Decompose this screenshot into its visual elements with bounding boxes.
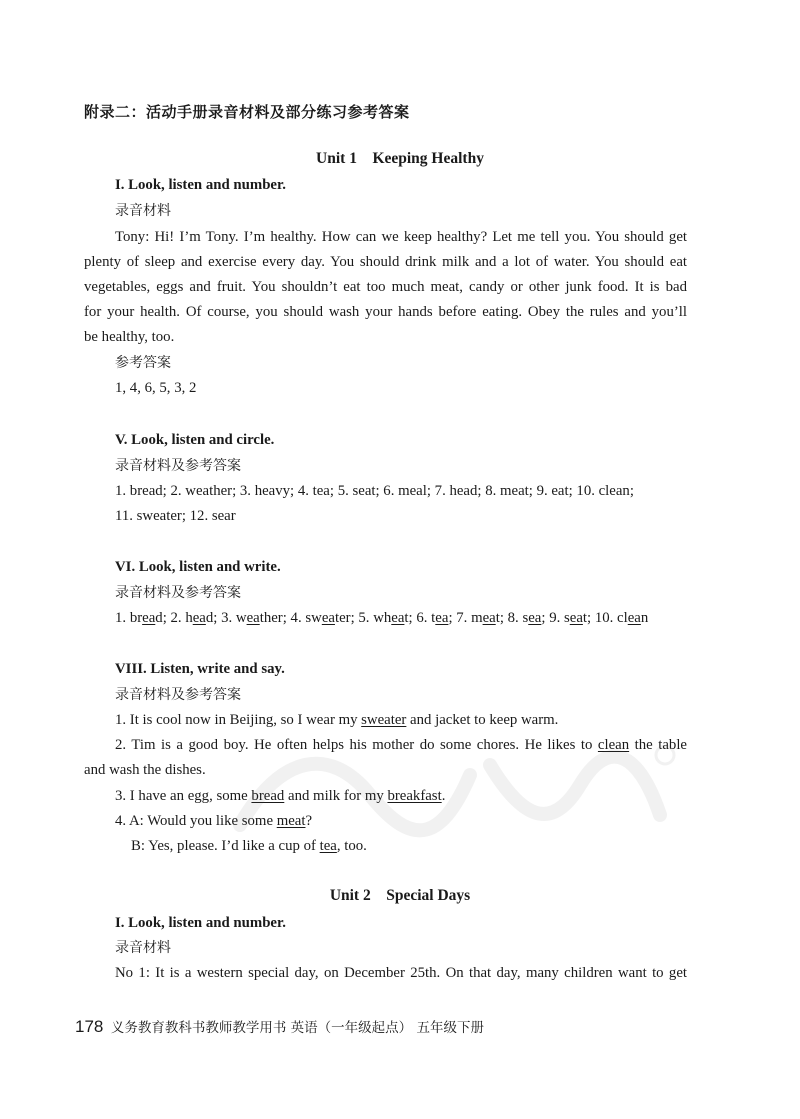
answer-item: 2. head bbox=[170, 610, 214, 626]
u1-s5-title: V. Look, listen and circle. bbox=[115, 432, 275, 448]
answer-item: 6. tea bbox=[416, 610, 449, 626]
answer-item: 4. sweater bbox=[290, 610, 351, 626]
answer-word: meat bbox=[276, 813, 306, 829]
answer-item: 10. clean bbox=[594, 610, 649, 626]
answer-item: 1. bread bbox=[115, 610, 163, 626]
u1-s5-answer-line: 1. bread; 2. weather; 3. heavy; 4. tea; 5. seat; 6. meal; 7. head; 8. meat; 9. eat; 10. clean; bbox=[115, 483, 634, 499]
u1-s8-line-1: 1. It is cool now in Beijing, so I wear my sweater and jacket to keep warm. bbox=[115, 712, 559, 728]
answer-letters: ea bbox=[192, 610, 206, 626]
answer-word: tea bbox=[319, 838, 337, 854]
answer-word: bread bbox=[251, 788, 285, 804]
u1-s1-title: I. Look, listen and number. bbox=[115, 177, 286, 193]
answer-letters: ea bbox=[569, 610, 583, 626]
page-footer bbox=[75, 1016, 484, 1037]
u1-s1-label: 录音材料 bbox=[115, 203, 171, 219]
u1-s8-line-5: B: Yes, please. I’d like a cup of tea, too. bbox=[131, 838, 367, 854]
answer-letters: ea bbox=[482, 610, 496, 626]
answer-letters: ea bbox=[246, 610, 260, 626]
unit1-title: Unit 1 Keeping Healthy bbox=[316, 150, 484, 167]
u1-s6-label: 录音材料及参考答案 bbox=[115, 585, 241, 601]
answer-letters: ea bbox=[627, 610, 641, 626]
answer-word: breakfast bbox=[387, 788, 442, 804]
page-number: 178 bbox=[75, 1017, 104, 1036]
u1-s1-text-line: be healthy, too. bbox=[84, 329, 175, 345]
answer-letters: ea bbox=[528, 610, 542, 626]
u1-s8-line-2b: and wash the dishes. bbox=[84, 762, 206, 778]
u1-s5-answer-line: 11. sweater; 12. sear bbox=[115, 508, 236, 524]
u1-s8-line-3: 3. I have an egg, some bread and milk for my breakfast. bbox=[115, 788, 446, 804]
u1-s6-answer-line: 1. bread; 2. head; 3. weather; 4. sweater; 5. wheat; 6. tea; 7. meat; 8. sea; 9. seat; 10. clean bbox=[115, 610, 649, 626]
u1-s8-label: 录音材料及参考答案 bbox=[115, 687, 241, 703]
answer-item: 7. meat bbox=[456, 610, 500, 626]
u1-s5-label: 录音材料及参考答案 bbox=[115, 458, 241, 474]
answer-letters: ea bbox=[142, 610, 156, 626]
u1-s1-text-line: plenty of sleep and exercise every day. You should drink milk and a lot of water. You should eat bbox=[84, 254, 687, 270]
u1-s1-text-line: for your health. Of course, you should wash your hands before eating. Obey the rules and you’ll bbox=[84, 304, 687, 320]
u1-s6-title: VI. Look, listen and write. bbox=[115, 559, 281, 575]
book-title: 义务教育教科书教师教学用书 英语（一年级起点） 五年级下册 bbox=[110, 1020, 484, 1036]
answer-word: clean bbox=[597, 737, 630, 753]
unit2-title: Unit 2 Special Days bbox=[329, 887, 471, 904]
u2-s1-label: 录音材料 bbox=[115, 940, 171, 956]
u1-s1-text-line: vegetables, eggs and fruit. You shouldn’t eat too much meat, candy or other junk food. It is bad bbox=[84, 279, 687, 295]
u1-s1-text-line: Tony: Hi! I’m Tony. I’m healthy. How can we keep healthy? Let me tell you. You should get bbox=[115, 229, 687, 245]
u1-s1-answer: 1, 4, 6, 5, 3, 2 bbox=[115, 380, 197, 396]
answer-item: 8. sea bbox=[507, 610, 542, 626]
appendix-heading: 附录二：活动手册录音材料及部分练习参考答案 bbox=[84, 103, 410, 121]
u1-s8-line-4: 4. A: Would you like some meat? bbox=[115, 813, 313, 829]
u1-s8-line-2: 2. Tim is a good boy. He often helps his mother do some chores. He likes to clean the table bbox=[115, 737, 687, 753]
answer-word: sweater bbox=[361, 712, 407, 728]
answer-item: 5. wheat bbox=[358, 610, 409, 626]
u2-s1-title: I. Look, listen and number. bbox=[115, 915, 286, 931]
u2-s1-text-line: No 1: It is a western special day, on December 25th. On that day, many children want to get bbox=[115, 965, 687, 981]
answer-letters: ea bbox=[321, 610, 335, 626]
answer-letters: ea bbox=[435, 610, 449, 626]
answer-item: 9. seat bbox=[549, 610, 588, 626]
answer-item: 3. weather bbox=[221, 610, 283, 626]
u1-s8-title: VIII. Listen, write and say. bbox=[115, 661, 285, 677]
answer-letters: ea bbox=[391, 610, 405, 626]
u1-s1-answer-label: 参考答案 bbox=[115, 355, 171, 371]
